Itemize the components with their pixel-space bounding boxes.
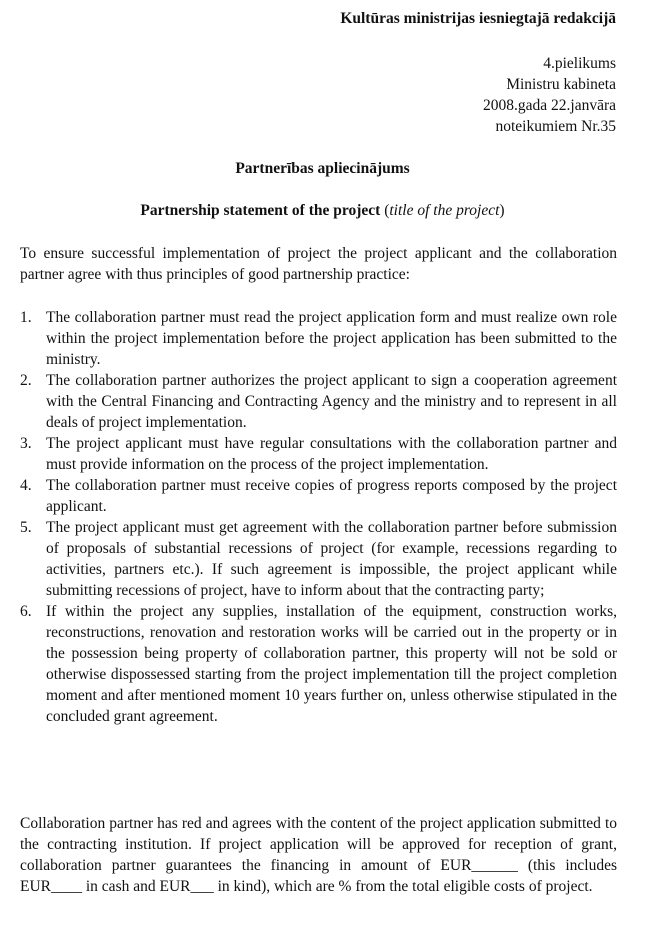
principle-number: 3.	[20, 435, 32, 452]
closing-paragraph: Collaboration partner has red and agrees with the content of the project application submitted to the contracting institution. If project application will be approved for reception of grant, collaboration partner guarantees the financing in amount of EUR______ (this includes EUR____ in cash and EUR___ in kind), which are % from the total eligible costs of project.	[20, 815, 617, 895]
principle-text: The collaboration partner must read the project application form and must realize own role within the project implementation before the project application has been submitted to the ministry.	[46, 309, 617, 368]
document-title-lv: Partnerības apliecinājums	[235, 160, 410, 177]
annex-line: 4.pielikums	[543, 55, 616, 72]
annex-reference	[483, 53, 616, 137]
principle-item	[20, 517, 617, 601]
principle-item	[20, 370, 617, 433]
principle-text: The collaboration partner must receive copies of progress reports composed by the project applicant.	[46, 477, 617, 515]
document-title-en	[0, 202, 645, 220]
principle-item	[20, 433, 617, 475]
principle-text: The project applicant must have regular consultations with the collaboration partner and must provide information on the process of the project implementation.	[46, 435, 617, 473]
principle-number: 5.	[20, 519, 32, 536]
title-en-placeholder: title of the project	[389, 202, 500, 219]
title-en-paren-close: )	[499, 202, 505, 219]
edition-note: Kultūras ministrijas iesniegtajā redakcijā	[340, 10, 616, 27]
annex-line: 2008.gada 22.janvāra	[483, 97, 616, 114]
principle-item	[20, 307, 617, 370]
principle-text: The project applicant must get agreement with the collaboration partner before submission of proposals of substantial recessions of project (for example, recessions regarding to activities, partners etc.). If such agreement is impossible, the project applicant while submitting recessions of project, have to inform about that the contracting party;	[46, 519, 617, 599]
principle-number: 6.	[20, 603, 32, 620]
principle-number: 1.	[20, 309, 32, 326]
principle-text: If within the project any supplies, installation of the equipment, construction works, reconstructions, renovation and restoration works will be carried out in the property or in the possession being property of collaboration partner, this property will not be sold or otherwise dispossessed starting from the project implementation till the project completion moment and after mentioned moment 10 years further on, unless otherwise stipulated in the concluded grant agreement.	[46, 603, 617, 725]
annex-line: Ministru kabineta	[506, 76, 616, 93]
principle-text: The collaboration partner authorizes the project applicant to sign a cooperation agreement with the Central Financing and Contracting Agency and the ministry and to represent in all deals of project implementation.	[46, 372, 617, 431]
principle-number: 2.	[20, 372, 32, 389]
principle-number: 4.	[20, 477, 32, 494]
principle-item	[20, 601, 617, 727]
annex-line: noteikumiem Nr.35	[495, 118, 616, 135]
title-en-paren-open: (	[380, 202, 390, 219]
title-en-main: Partnership statement of the project	[140, 202, 381, 219]
principle-item	[20, 475, 617, 517]
intro-paragraph: To ensure successful implementation of project the project applicant and the collaboration partner agree with thus principles of good partnership practice:	[20, 245, 617, 283]
principles-list	[20, 307, 617, 727]
